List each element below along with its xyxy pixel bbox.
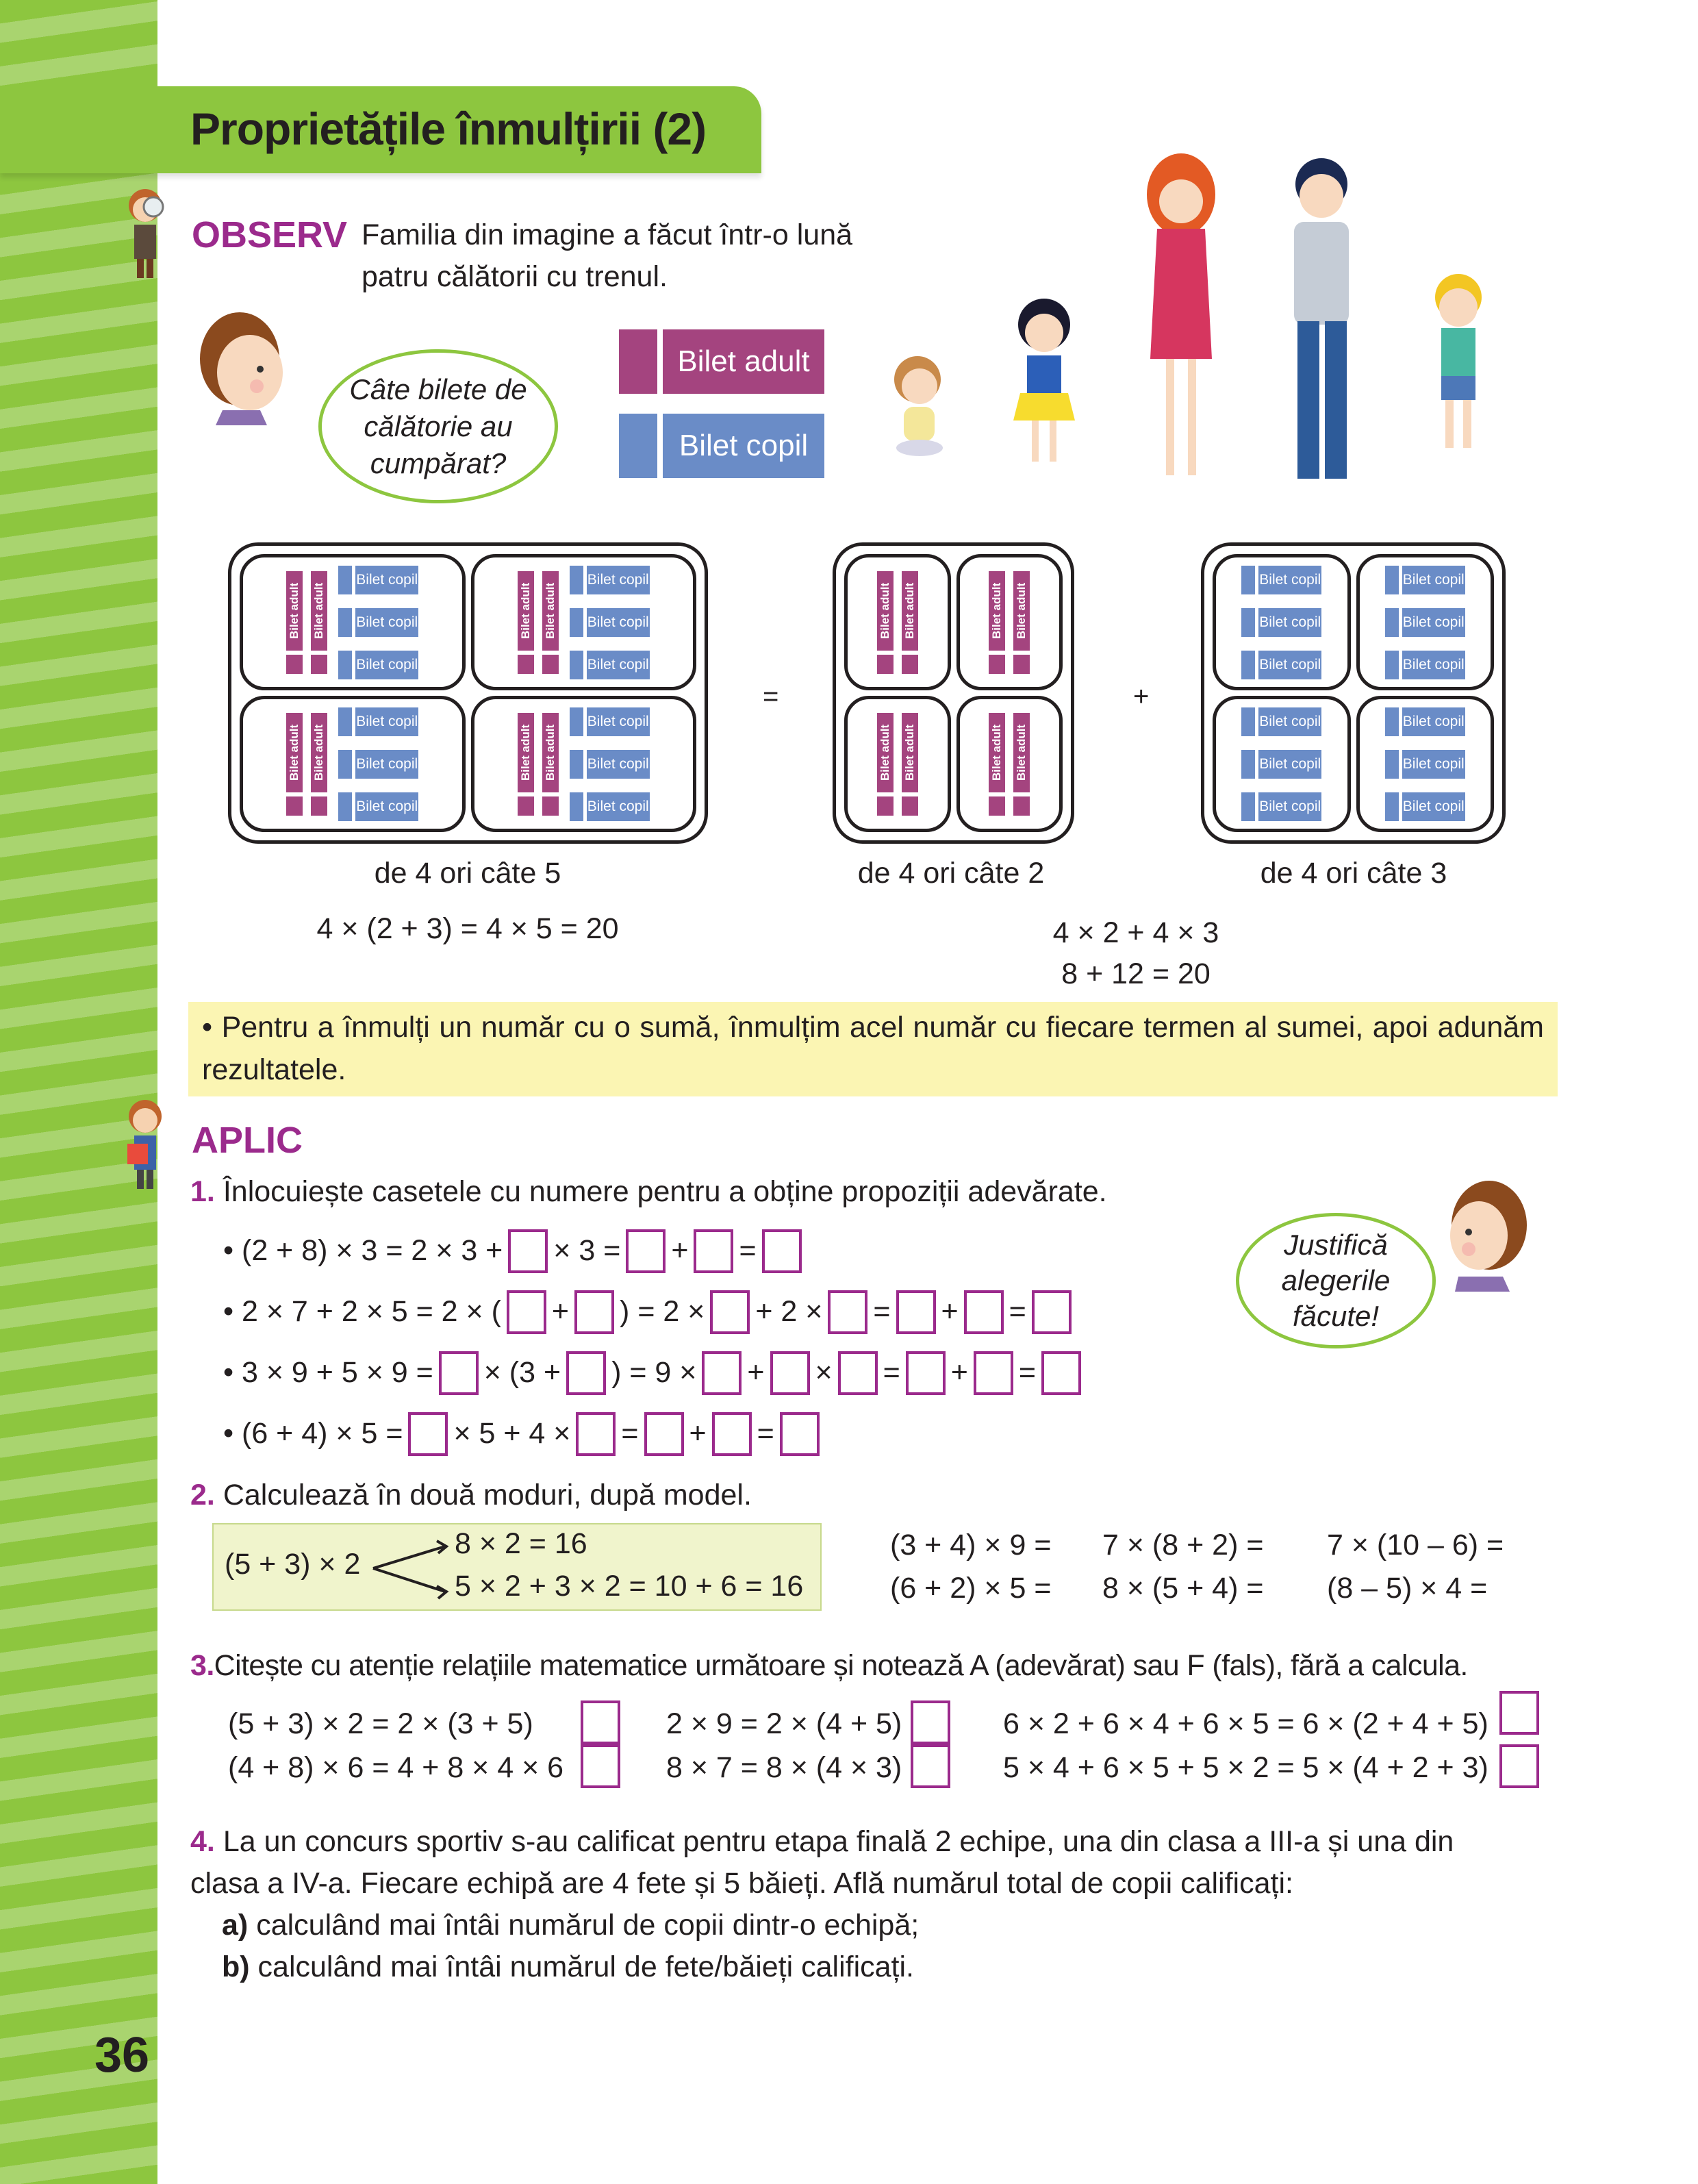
exercise-2-task: 7 × (8 + 2) = xyxy=(1102,1529,1264,1561)
equation-right-1: 4 × 2 + 4 × 3 xyxy=(1052,916,1219,949)
answer-box[interactable] xyxy=(1032,1290,1072,1334)
bubble-line: Câte bilete de xyxy=(349,373,527,405)
expression-text: • 2 × 7 + 2 × 5 = 2 × ( xyxy=(223,1295,501,1328)
expression-text: + 2 × xyxy=(755,1295,823,1328)
child-ticket xyxy=(1241,608,1321,637)
ticket-stub xyxy=(902,655,918,674)
girl-head-icon xyxy=(1434,1174,1530,1294)
option-text: calculând mai întâi numărul de fete/băieți calificați. xyxy=(257,1950,914,1983)
ticket-stub xyxy=(1013,796,1030,816)
ticket-label: Bilet copil xyxy=(1402,566,1465,594)
father-figure xyxy=(1294,158,1349,479)
answer-box[interactable] xyxy=(702,1351,742,1395)
answer-box[interactable] xyxy=(762,1229,802,1273)
trip-group xyxy=(471,554,697,690)
ticket-label: Bilet copil xyxy=(1258,792,1321,821)
ticket-stub xyxy=(1241,792,1255,821)
ticket-label: Bilet copil xyxy=(587,566,650,594)
ticket-stub xyxy=(1385,707,1399,736)
mother-figure xyxy=(1147,153,1215,475)
ticket-stub xyxy=(1385,750,1399,779)
caption-4-times-2: de 4 ori câte 2 xyxy=(857,857,1045,890)
answer-box[interactable] xyxy=(1041,1351,1081,1395)
true-false-box[interactable] xyxy=(581,1700,620,1744)
adult-tickets xyxy=(989,713,1030,816)
ticket-label: Bilet copil xyxy=(587,707,650,736)
ticket-label: Bilet adult xyxy=(989,571,1005,651)
ticket-stub xyxy=(989,796,1005,816)
child-ticket xyxy=(570,651,650,679)
girl-figure xyxy=(1013,299,1075,462)
ticket-label: Bilet copil xyxy=(1402,651,1465,679)
answer-box[interactable] xyxy=(694,1229,733,1273)
adult-ticket xyxy=(542,713,559,816)
answer-box[interactable] xyxy=(566,1351,606,1395)
ticket-stub xyxy=(877,796,894,816)
child-ticket xyxy=(1241,651,1321,679)
answer-box[interactable] xyxy=(644,1412,684,1456)
ticket-stub xyxy=(1241,608,1255,637)
page-title: Proprietățile înmulțirii (2) xyxy=(190,103,707,154)
ticket-label: Bilet adult xyxy=(311,713,327,792)
caption-4-times-3: de 4 ori câte 3 xyxy=(1260,857,1447,890)
ticket-stub xyxy=(570,608,583,637)
answer-box[interactable] xyxy=(964,1290,1004,1334)
ticket-stub xyxy=(338,608,352,637)
ticket-stub xyxy=(542,796,559,816)
expression-text: = xyxy=(757,1417,774,1450)
option-label: a) xyxy=(222,1909,249,1942)
ticket-label: Bilet copil xyxy=(355,608,418,637)
answer-box[interactable] xyxy=(508,1229,548,1273)
child-ticket xyxy=(338,608,418,637)
child-ticket xyxy=(1385,792,1465,821)
child-tickets xyxy=(338,707,418,821)
expression-text: × 3 = xyxy=(553,1234,621,1267)
ticket-label: Bilet copil xyxy=(1402,608,1465,637)
adult-ticket xyxy=(286,713,303,816)
answer-box[interactable] xyxy=(576,1412,616,1456)
bubble-line: alegerile xyxy=(1281,1264,1391,1296)
ticket-label: Bilet copil xyxy=(587,608,650,637)
ticket-label: Bilet copil xyxy=(1258,651,1321,679)
decorative-side-strip xyxy=(0,0,157,2184)
diagram-mixed-tickets xyxy=(228,542,708,844)
exercise-text: Înlocuiește casetele cu numere pentru a obține propoziții adevărate. xyxy=(223,1175,1107,1208)
child-ticket xyxy=(1385,608,1465,637)
ticket-stub xyxy=(518,796,534,816)
child-ticket xyxy=(338,707,418,736)
exercise-3-relation: 8 × 7 = 8 × (4 × 3) xyxy=(666,1751,902,1784)
ticket-stub xyxy=(338,792,352,821)
exercise-3-relation: 6 × 2 + 6 × 4 + 6 × 5 = 6 × (2 + 4 + 5) xyxy=(1003,1707,1488,1740)
expression-text: × xyxy=(815,1356,833,1389)
trip-group xyxy=(240,554,466,690)
adult-ticket xyxy=(877,571,894,674)
adult-tickets xyxy=(286,571,327,674)
branch-arrows-icon xyxy=(370,1534,452,1603)
exercise-3-relation: 5 × 4 + 6 × 5 + 5 × 2 = 5 × (4 + 2 + 3) xyxy=(1003,1751,1488,1784)
answer-box[interactable] xyxy=(896,1290,936,1334)
expression-text: = xyxy=(1018,1356,1037,1389)
ticket-label: Bilet adult xyxy=(877,571,894,651)
trip-group xyxy=(240,696,466,832)
ticket-stub xyxy=(570,750,583,779)
exercise-1-heading xyxy=(190,1171,1107,1213)
bubble-line: Justifică xyxy=(1284,1229,1388,1261)
expression-text: = xyxy=(1009,1295,1026,1328)
trip-group xyxy=(1356,554,1495,690)
ticket-stub xyxy=(338,750,352,779)
ticket-stub xyxy=(338,651,352,679)
ticket-stub xyxy=(989,655,1005,674)
ticket-label: Bilet adult xyxy=(989,713,1005,792)
adult-tickets xyxy=(518,571,559,674)
child-ticket xyxy=(338,566,418,594)
exercise-number: 3. xyxy=(190,1649,214,1682)
model-box xyxy=(212,1523,822,1611)
exercise-1-item xyxy=(223,1281,1081,1342)
model-way-1: 8 × 2 = 16 xyxy=(455,1527,587,1560)
expression-text: • (6 + 4) × 5 = xyxy=(223,1417,403,1450)
child-ticket xyxy=(570,566,650,594)
true-false-box[interactable] xyxy=(1499,1744,1539,1788)
true-false-box[interactable] xyxy=(581,1744,620,1788)
boy-figure xyxy=(1435,274,1482,448)
child-tickets xyxy=(1241,707,1321,821)
ticket-stub xyxy=(338,707,352,736)
equation-right-2: 8 + 12 = 20 xyxy=(1061,957,1211,990)
legend-copil-label: Bilet copil xyxy=(663,414,824,478)
adult-ticket xyxy=(311,713,327,816)
ticket-label: Bilet adult xyxy=(518,571,534,651)
child-ticket xyxy=(338,651,418,679)
expression-text: × 5 + 4 × xyxy=(453,1417,571,1450)
trip-group xyxy=(1356,696,1495,832)
ticket-label: Bilet adult xyxy=(311,571,327,651)
answer-box[interactable] xyxy=(408,1412,448,1456)
child-ticket xyxy=(1241,792,1321,821)
plus-sign: + xyxy=(1133,681,1150,712)
expression-text: + xyxy=(671,1234,689,1267)
adult-tickets xyxy=(286,713,327,816)
ticket-label: Bilet adult xyxy=(902,713,918,792)
expression-text: + xyxy=(689,1417,707,1450)
ticket-label: Bilet copil xyxy=(587,750,650,779)
expression-text: • 3 × 9 + 5 × 9 = xyxy=(223,1356,433,1389)
expression-text: = xyxy=(883,1356,900,1389)
adult-ticket xyxy=(902,713,918,816)
ticket-stub xyxy=(1385,792,1399,821)
ticket-stub xyxy=(570,792,583,821)
adult-ticket xyxy=(1013,571,1030,674)
ticket-label: Bilet adult xyxy=(1013,713,1030,792)
exercise-1-items xyxy=(223,1220,1081,1464)
adult-ticket xyxy=(989,713,1005,816)
ticket-stub xyxy=(1241,707,1255,736)
ticket-label: Bilet copil xyxy=(1402,792,1465,821)
child-ticket-swatch xyxy=(619,414,657,478)
exercise-2-heading xyxy=(190,1474,752,1516)
adult-tickets xyxy=(518,713,559,816)
bubble-line: făcute! xyxy=(1292,1300,1380,1332)
ticket-label: Bilet copil xyxy=(1258,566,1321,594)
ticket-stub xyxy=(877,655,894,674)
answer-box[interactable] xyxy=(780,1412,820,1456)
trip-group xyxy=(956,554,1063,690)
ticket-label: Bilet adult xyxy=(518,713,534,792)
aplic-heading: APLIC xyxy=(192,1120,303,1161)
child-ticket xyxy=(338,750,418,779)
exercise-text: La un concurs sportiv s-au calificat pentru etapa finală 2 echipe, una din clasa a III-a și una din xyxy=(223,1825,1454,1858)
legend-adult xyxy=(619,329,824,394)
trip-group xyxy=(471,696,697,832)
adult-tickets xyxy=(989,571,1030,674)
adult-ticket xyxy=(902,571,918,674)
ticket-stub xyxy=(286,796,303,816)
adult-ticket xyxy=(1013,713,1030,816)
true-false-box[interactable] xyxy=(1499,1691,1539,1735)
trip-group xyxy=(1213,554,1351,690)
expression-text: + xyxy=(551,1295,570,1328)
expression-text: + xyxy=(747,1356,765,1389)
exercise-2-task: (6 + 2) × 5 = xyxy=(890,1572,1052,1605)
ticket-stub xyxy=(1385,651,1399,679)
ticket-stub xyxy=(570,566,583,594)
ticket-label: Bilet copil xyxy=(355,707,418,736)
answer-box[interactable] xyxy=(626,1229,666,1273)
trip-group xyxy=(956,696,1063,832)
answer-box[interactable] xyxy=(574,1290,614,1334)
child-ticket xyxy=(1385,566,1465,594)
expression-text: × (3 + xyxy=(483,1356,561,1389)
expression-text: ) = 2 × xyxy=(620,1295,705,1328)
child-ticket xyxy=(1385,651,1465,679)
trip-group xyxy=(844,554,951,690)
ticket-label: Bilet copil xyxy=(355,651,418,679)
child-ticket xyxy=(338,792,418,821)
child-ticket xyxy=(1385,707,1465,736)
ticket-stub xyxy=(311,796,327,816)
adult-ticket xyxy=(286,571,303,674)
answer-box[interactable] xyxy=(710,1290,750,1334)
exercise-2-task: 7 × (10 – 6) = xyxy=(1327,1529,1504,1561)
model-expression: (5 + 3) × 2 xyxy=(225,1548,361,1581)
true-false-box[interactable] xyxy=(911,1700,950,1744)
adult-ticket-swatch xyxy=(619,329,657,394)
expression-text: = xyxy=(873,1295,891,1328)
expression-text: + xyxy=(941,1295,959,1328)
answer-box[interactable] xyxy=(507,1290,546,1334)
ticket-label: Bilet copil xyxy=(1402,750,1465,779)
bubble-line: cumpărat? xyxy=(370,447,507,479)
expression-text: + xyxy=(950,1356,968,1389)
page-number: 36 xyxy=(94,2028,150,2083)
child-tickets xyxy=(1241,566,1321,679)
ticket-label: Bilet copil xyxy=(355,750,418,779)
child-ticket xyxy=(570,608,650,637)
detective-mascot-icon xyxy=(118,185,173,281)
ticket-stub xyxy=(902,796,918,816)
adult-tickets xyxy=(877,713,918,816)
observ-heading: OBSERV xyxy=(192,214,348,255)
exercise-4 xyxy=(190,1821,1560,1988)
child-ticket xyxy=(570,750,650,779)
exercise-text: Citește cu atenție relațiile matematice următoare și notează A (adevărat) sau F (fals), fără a calcula. xyxy=(214,1649,1468,1682)
diagram-adult-tickets xyxy=(833,542,1074,844)
ticket-stub xyxy=(338,566,352,594)
exercise-3-relation: 2 × 9 = 2 × (4 + 5) xyxy=(666,1707,902,1740)
ticket-label: Bilet copil xyxy=(355,792,418,821)
trip-group xyxy=(844,696,951,832)
ticket-stub xyxy=(1241,750,1255,779)
child-tickets xyxy=(338,566,418,679)
speech-bubble-justify xyxy=(1236,1213,1436,1348)
ticket-label: Bilet adult xyxy=(286,571,303,651)
child-ticket xyxy=(1241,566,1321,594)
ticket-label: Bilet adult xyxy=(877,713,894,792)
legend-adult-label: Bilet adult xyxy=(663,329,824,394)
model-way-2: 5 × 2 + 3 × 2 = 10 + 6 = 16 xyxy=(455,1570,804,1603)
exercise-4-line1 xyxy=(190,1821,1560,1863)
exercise-2-task: 8 × (5 + 4) = xyxy=(1102,1572,1264,1605)
child-tickets xyxy=(570,707,650,821)
ticket-label: Bilet adult xyxy=(902,571,918,651)
ticket-label: Bilet copil xyxy=(1258,750,1321,779)
expression-text: = xyxy=(739,1234,757,1267)
adult-ticket xyxy=(877,713,894,816)
exercise-text: Calculează în două moduri, după model. xyxy=(223,1479,752,1511)
child-tickets xyxy=(570,566,650,679)
exercise-1-item xyxy=(223,1403,1081,1464)
child-tickets xyxy=(1385,707,1465,821)
observ-text-line1: Familia din imagine a făcut într-o lună xyxy=(362,218,853,251)
child-ticket xyxy=(1385,750,1465,779)
answer-box[interactable] xyxy=(974,1351,1013,1395)
ticket-label: Bilet copil xyxy=(587,792,650,821)
exercise-4-line2: clasa a IV-a. Fiecare echipă are 4 fete și 5 băieți. Află numărul total de copii calificați: xyxy=(190,1867,1293,1900)
ticket-label: Bilet adult xyxy=(1013,571,1030,651)
exercise-number: 2. xyxy=(190,1479,215,1511)
bubble-line: călătorie au xyxy=(364,410,513,442)
exercise-number: 4. xyxy=(190,1825,215,1858)
ticket-label: Bilet adult xyxy=(542,713,559,792)
answer-box[interactable] xyxy=(906,1351,946,1395)
child-ticket xyxy=(570,792,650,821)
ticket-stub xyxy=(1385,608,1399,637)
child-ticket xyxy=(1241,750,1321,779)
family-illustration xyxy=(880,153,1510,503)
ticket-label: Bilet copil xyxy=(1258,707,1321,736)
child-tickets xyxy=(1385,566,1465,679)
answer-box[interactable] xyxy=(439,1351,479,1395)
answer-box[interactable] xyxy=(828,1290,867,1334)
diagram-child-tickets xyxy=(1201,542,1506,844)
answer-box[interactable] xyxy=(770,1351,810,1395)
exercise-2-task: (3 + 4) × 9 = xyxy=(890,1529,1052,1561)
ticket-stub xyxy=(1013,655,1030,674)
ticket-stub xyxy=(1385,566,1399,594)
expression-text: = xyxy=(621,1417,639,1450)
trip-group xyxy=(1213,696,1351,832)
exercise-3-relation: (5 + 3) × 2 = 2 × (3 + 5) xyxy=(228,1707,533,1740)
true-false-box[interactable] xyxy=(911,1744,950,1788)
exercise-1-item xyxy=(223,1220,1081,1281)
expression-text: ) = 9 × xyxy=(611,1356,697,1389)
ticket-stub xyxy=(542,655,559,674)
exercise-3-relation: (4 + 8) × 6 = 4 + 8 × 4 × 6 xyxy=(228,1751,564,1784)
ticket-label: Bilet adult xyxy=(542,571,559,651)
ticket-label: Bilet adult xyxy=(286,713,303,792)
answer-box[interactable] xyxy=(838,1351,878,1395)
ticket-label: Bilet copil xyxy=(587,651,650,679)
exercise-number: 1. xyxy=(190,1175,215,1208)
adult-ticket xyxy=(542,571,559,674)
ticket-stub xyxy=(311,655,327,674)
child-ticket xyxy=(570,707,650,736)
ticket-stub xyxy=(1241,651,1255,679)
exercise-3-heading xyxy=(190,1645,1468,1687)
ticket-stub xyxy=(1241,566,1255,594)
caption-4-times-5: de 4 ori câte 5 xyxy=(374,857,561,890)
adult-ticket xyxy=(518,571,534,674)
option-text: calculând mai întâi numărul de copii dintr-o echipă; xyxy=(256,1909,920,1942)
legend-copil xyxy=(619,414,824,478)
ticket-stub xyxy=(570,651,583,679)
observ-text-line2: patru călătorii cu trenul. xyxy=(362,260,668,293)
adult-ticket xyxy=(311,571,327,674)
equals-sign: = xyxy=(763,681,779,712)
ticket-label: Bilet copil xyxy=(355,566,418,594)
ticket-label: Bilet copil xyxy=(1402,707,1465,736)
child-ticket xyxy=(1241,707,1321,736)
reading-mascot-icon xyxy=(118,1096,173,1192)
ticket-stub xyxy=(286,655,303,674)
ticket-label: Bilet copil xyxy=(1258,608,1321,637)
boy-head-icon xyxy=(192,307,294,427)
adult-ticket xyxy=(989,571,1005,674)
equation-left: 4 × (2 + 3) = 4 × 5 = 20 xyxy=(316,912,619,945)
ticket-stub xyxy=(518,655,534,674)
expression-text: • (2 + 8) × 3 = 2 × 3 + xyxy=(223,1234,503,1267)
adult-tickets xyxy=(877,571,918,674)
ticket-stub xyxy=(570,707,583,736)
rule-box: • Pentru a înmulți un număr cu o sumă, înmulțim acel număr cu fiecare termen al sumei, apoi adunăm rezultatele. xyxy=(188,1002,1558,1096)
exercise-4-b xyxy=(190,1946,1560,1988)
exercise-1-item xyxy=(223,1342,1081,1403)
exercise-2-task: (8 – 5) × 4 = xyxy=(1327,1572,1488,1605)
exercise-4-a xyxy=(190,1905,1560,1946)
adult-ticket xyxy=(518,713,534,816)
speech-bubble-question xyxy=(318,349,558,503)
baby-figure xyxy=(894,356,943,456)
option-label: b) xyxy=(222,1950,250,1983)
answer-box[interactable] xyxy=(712,1412,752,1456)
